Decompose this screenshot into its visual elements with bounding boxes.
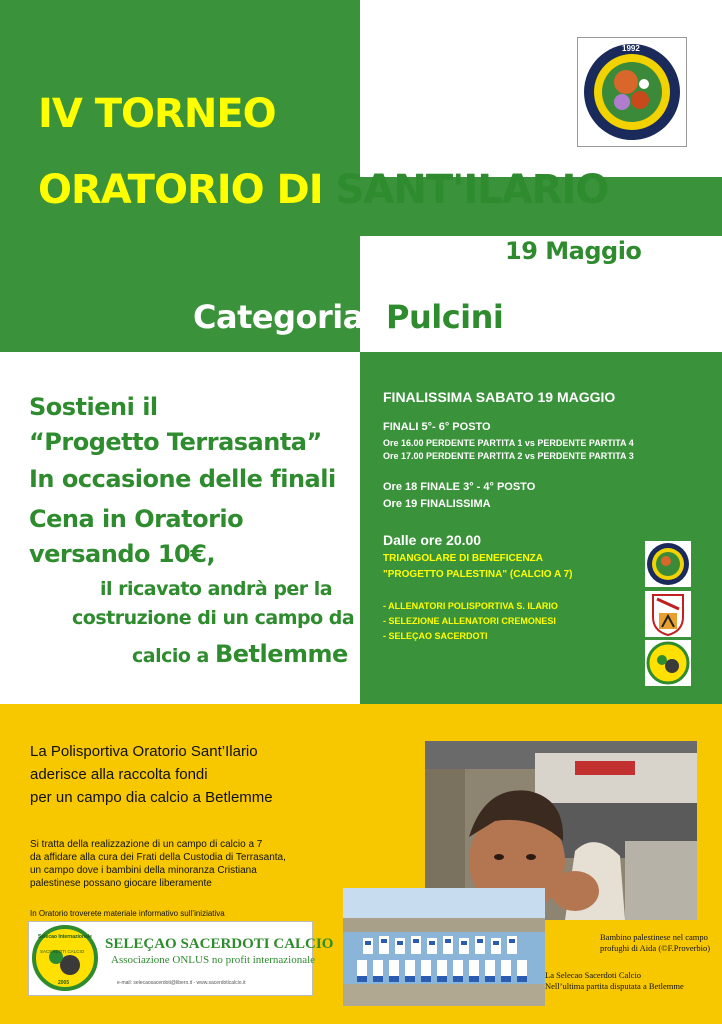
banner-title: SELEÇAO SACERDOTI CALCIO [105, 936, 334, 952]
boy-caption [600, 932, 720, 954]
boy-caption-1: Bambino palestinese nel campo [600, 932, 708, 942]
evening-time: Dalle ore 20.00 [383, 532, 482, 548]
team-3: - SELEÇAO SACERDOTI [383, 631, 488, 641]
team-2: - SELEZIONE ALLENATORI CREMONESI [383, 616, 556, 626]
polisportiva-logo-icon [578, 38, 686, 146]
appeal-line-2: “Progetto Terrasanta” [29, 428, 322, 456]
bottom-intro-2: aderisce alla raccolta fondi [30, 766, 208, 783]
selecao-small-icon [645, 640, 691, 686]
appeal-line-7: costruzione di un campo da [72, 607, 355, 629]
final-1: Ore 19 FINALISSIMA [383, 498, 491, 510]
match-2: Ore 17.00 PERDENTE PARTITA 2 vs PERDENTE PARTITA 3 [383, 451, 634, 461]
event-date: 19 Maggio [505, 237, 642, 265]
appeal-line-4: Cena in Oratorio [29, 505, 244, 533]
title-line-2 [38, 168, 608, 212]
progetto-palestina: "PROGETTO PALESTINA" (CALCIO A 7) [383, 569, 573, 580]
boy-caption-2: profughi di Aida (©F.Proverbio) [600, 943, 711, 953]
desc-line-2: da affidare alla cura dei Frati della Custodia di Terrasanta, [30, 852, 286, 863]
team-1: - ALLENATORI POLISPORTIVA S. ILARIO [383, 601, 558, 611]
polisportiva-logo-frame [577, 37, 687, 147]
title-line-1: IV TORNEO [38, 91, 276, 137]
appeal-betlemme: Betlemme [214, 640, 348, 668]
banner-logo-year: 2005 [58, 980, 70, 986]
banner-contact: e-mail: selecaosacerdoti@libero.it - www.sacerdoticalcio.it [117, 980, 246, 986]
polisportiva-small-icon [645, 541, 691, 587]
team-photo [343, 888, 545, 1006]
title-santilario: SANT'ILARIO [335, 167, 609, 213]
category-value: Pulcini [386, 298, 504, 336]
appeal-line-3: In occasione delle finali [29, 465, 336, 493]
info-text: In Oratorio troverete materiale informativo sull’iniziativa [30, 909, 225, 918]
banner-subtitle: Associazione ONLUS no profit internazionale [111, 954, 316, 966]
selecao-banner [28, 921, 334, 996]
bottom-intro-3: per un campo dia calcio a Betlemme [30, 789, 273, 806]
desc-line-1: Si tratta della realizzazione di un campo di calcio a 7 [30, 839, 263, 850]
desc-line-4: palestinese possano giocare liberamente [30, 878, 212, 889]
final-3-4: Ore 18 FINALE 3° - 4° POSTO [383, 481, 536, 493]
team-caption-2: Nell’ultima partita disputata a Betlemme [545, 981, 684, 991]
category-label: Categoria [193, 298, 364, 336]
appeal-line-8-text: calcio a [132, 645, 215, 667]
appeal-line-1: Sostieni il [29, 393, 158, 421]
team-logo-polisportiva [645, 541, 691, 587]
team-logo-cremonesi [645, 591, 691, 637]
bottom-desc [30, 838, 286, 890]
logo-year: 1992 [622, 44, 640, 53]
appeal-line-8 [132, 640, 348, 668]
banner-logo-top: Selecao Internazionale [38, 934, 92, 940]
team-logo-selecao [645, 640, 691, 686]
cremonesi-shield-icon [645, 591, 691, 637]
schedule-heading: FINALISSIMA SABATO 19 MAGGIO [383, 389, 616, 405]
bottom-intro-1: La Polisportiva Oratorio Sant’Ilario [30, 743, 258, 760]
title-oratorio: ORATORIO DI [38, 167, 336, 213]
match-1: Ore 16.00 PERDENTE PARTITA 1 vs PERDENTE PARTITA 4 [383, 438, 634, 448]
desc-line-3: un campo dove i bambini della minoranza Cristiana [30, 865, 257, 876]
team-photo-image [343, 888, 545, 1006]
selecao-banner-logo [32, 925, 98, 991]
appeal-line-5: versando 10€, [29, 540, 216, 568]
banner-logo-mid: SACERDOTI CALCIO [40, 949, 85, 954]
team-caption-1: La Selecao Sacerdoti Calcio [545, 970, 642, 980]
finali-title: FINALI 5°- 6° POSTO [383, 421, 491, 433]
triangolare: TRIANGOLARE DI BENEFICENZA [383, 553, 543, 564]
team-caption [545, 970, 720, 992]
appeal-line-6: il ricavato andrà per la [100, 578, 333, 600]
